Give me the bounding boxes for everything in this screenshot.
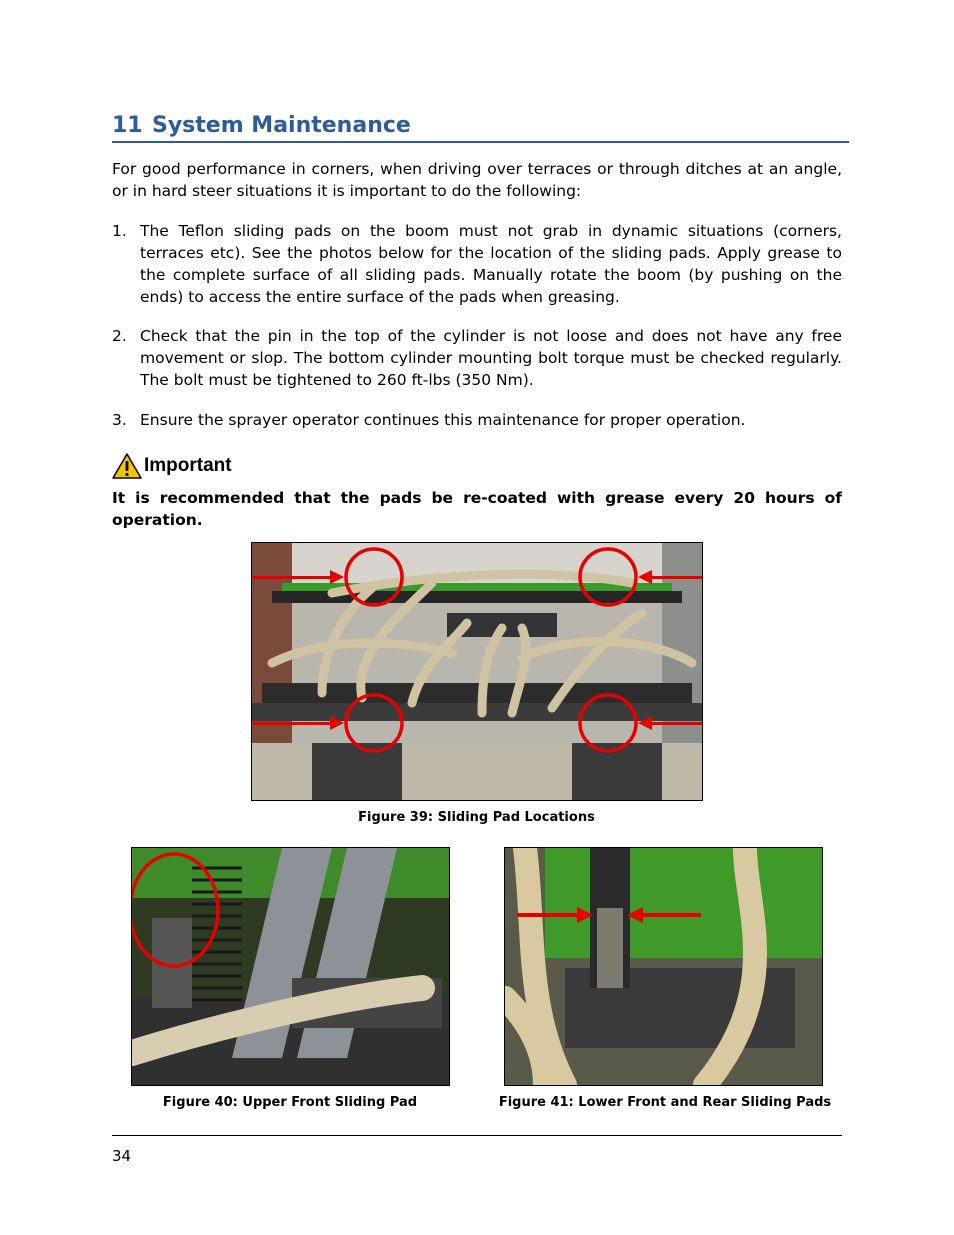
important-heading <box>112 452 232 480</box>
figure-caption: Figure 41: Lower Front and Rear Sliding Pads <box>498 1095 832 1110</box>
step-text: The Teflon sliding pads on the boom must not grab in dynamic situations (corners, terraces etc). See the photos below for the location of the sliding pads. Apply grease to the complete surface of all sliding pads. Manually rotate the boom (by pushing on the ends) to access the entire surface of the pads when greasing. <box>140 222 842 306</box>
important-text: It is recommended that the pads be re-coated with grease every 20 hours of operation. <box>112 489 842 529</box>
step-marker: 3. <box>112 411 127 429</box>
warning-triangle-icon <box>112 453 142 479</box>
step-item <box>112 220 842 308</box>
step-marker: 2. <box>112 327 127 345</box>
step-item <box>112 325 842 391</box>
intro-paragraph: For good performance in corners, when driving over terraces or through ditches at an angle, or in hard steer situations it is important to do the following: <box>112 160 842 200</box>
lower-front-rear-sliding-pads-photo <box>504 847 823 1086</box>
step-text: Check that the pin in the top of the cylinder is not loose and does not have any free movement or slop. The bottom cylinder mounting bolt torque must be checked regularly. The bolt must be tightened to 260 ft-lbs (350 Nm). <box>140 327 842 389</box>
important-label: Important <box>144 455 232 476</box>
upper-front-sliding-pad-photo <box>131 847 450 1086</box>
page-number: 34 <box>112 1147 132 1165</box>
figure-caption: Figure 40: Upper Front Sliding Pad <box>162 1095 418 1110</box>
section-heading <box>112 112 849 143</box>
figure-caption: Figure 39: Sliding Pad Locations <box>358 810 595 825</box>
step-marker: 1. <box>112 222 127 240</box>
section-number: 11 <box>112 113 143 138</box>
step-item <box>112 409 842 431</box>
footer-divider <box>112 1135 842 1136</box>
section-title: System Maintenance <box>152 113 411 138</box>
step-text: Ensure the sprayer operator continues this maintenance for proper operation. <box>140 411 746 429</box>
sliding-pad-locations-photo <box>251 542 703 801</box>
